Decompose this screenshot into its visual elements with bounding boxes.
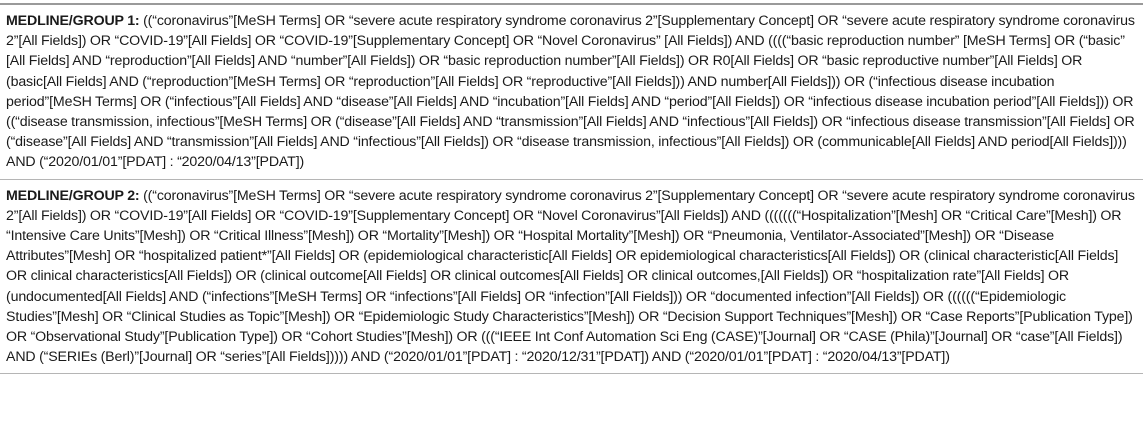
table-row-medline-group-2 <box>0 180 1143 374</box>
table-bottom-rule <box>0 373 1143 374</box>
query-text: ((“coronavirus”[MeSH Terms] OR “severe acute respiratory syndrome coronavirus 2”[Supplementary Concept] OR “severe acute respiratory syndrome coronavirus 2”[All Fields]) OR “COVID-19”[All Fields] OR “COVID-19”[Supplementary Concept] OR “Novel Coronavirus” [All Fields]) AND ((((“basic reproduction number” [MeSH Terms] OR (“basic” [All Fields] AND “reproduction”[All Fields] AND “number”[All Fields]) OR “basic reproduction number”[All Fields]) OR R0[All Fields] OR “basic reproductive number”[All Fields] OR (basic[All Fields] AND (“reproduction”[MeSH Terms] OR “reproduction”[All Fields] OR “reproductive”[All Fields])) AND number[All Fields])) OR (“infectious disease incubation period”[MeSH Terms] OR (“infectious”[All Fields] AND “disease”[All Fields] AND “incubation”[All Fields] AND “period”[All Fields]) OR “infectious disease incubation period”[All Fields])) OR ((“disease transmission, infectious”[MeSH Terms] OR (“disease”[All Fields] AND “transmission”[All Fields] AND “infectious”[All Fields]) OR “infectious disease transmission”[All Fields] OR (“disease”[All Fields] AND “transmission”[All Fields] AND “infectious”[All Fields]) OR “disease transmission, infectious”[All Fields]) OR (communicable[All Fields] AND period[All Fields]))) AND (“2020/01/01”[PDAT] : “2020/04/13”[PDAT]) <box>6 13 1135 171</box>
query-text: ((“coronavirus”[MeSH Terms] OR “severe acute respiratory syndrome coronavirus 2”[Supplementary Concept] OR “severe acute respiratory syndrome coronavirus 2”[All Fields]) OR “COVID-19”[All Fields] OR “COVID-19”[Supplementary Concept] OR “Novel Coronavirus”[All Fields]) AND (((((((“Hospitalization”[Mesh] OR “Critical Care”[Mesh]) OR “Intensive Care Units”[Mesh]) OR “Critical Illness”[Mesh]) OR “Mortality”[Mesh]) OR “Hospital Mortality”[Mesh]) OR “Pneumonia, Ventilator-Associated”[Mesh]) OR “Disease Attributes”[Mesh] OR “hospitalized patient*”[All Fields] OR (epidemiological characteristic[All Fields] OR epidemiological characteristics[All Fields]) OR (clinical characteristic[All Fields] OR clinical characteristics[All Fields]) OR (clinical outcome[All Fields] OR clinical outcomes[All Fields] OR clinical outcomes,[All Fields]) OR “hospitalization rate”[All Fields] OR (undocumented[All Fields] AND (“infections”[MeSH Terms] OR “infections”[All Fields] OR “infection”[All Fields])) OR “documented infection”[All Fields]) OR ((((((“Epidemiologic Studies”[Mesh] OR “Clinical Studies as Topic”[Mesh]) OR “Epidemiologic Study Characteristics”[Mesh]) OR “Decision Support Techniques”[Mesh]) OR “Case Reports”[Publication Type]) OR “Observational Study”[Publication Type]) OR “Cohort Studies”[Mesh]) OR (((“IEEE Int Conf Automation Sci Eng (CASE)”[Journal] OR “CASE (Phila)”[Journal] OR “case”[All Fields]) AND (“SERIEs (Berl)”[Journal] OR “series”[All Fields])))) AND (“2020/01/01”[PDAT] : “2020/12/31”[PDAT]) AND (“2020/01/01”[PDAT] : “2020/04/13”[PDAT]) <box>6 187 1135 366</box>
group-label: MEDLINE/GROUP 2: <box>6 187 140 204</box>
group-label: MEDLINE/GROUP 1: <box>6 13 140 29</box>
table-row-medline-group-1 <box>0 5 1143 179</box>
